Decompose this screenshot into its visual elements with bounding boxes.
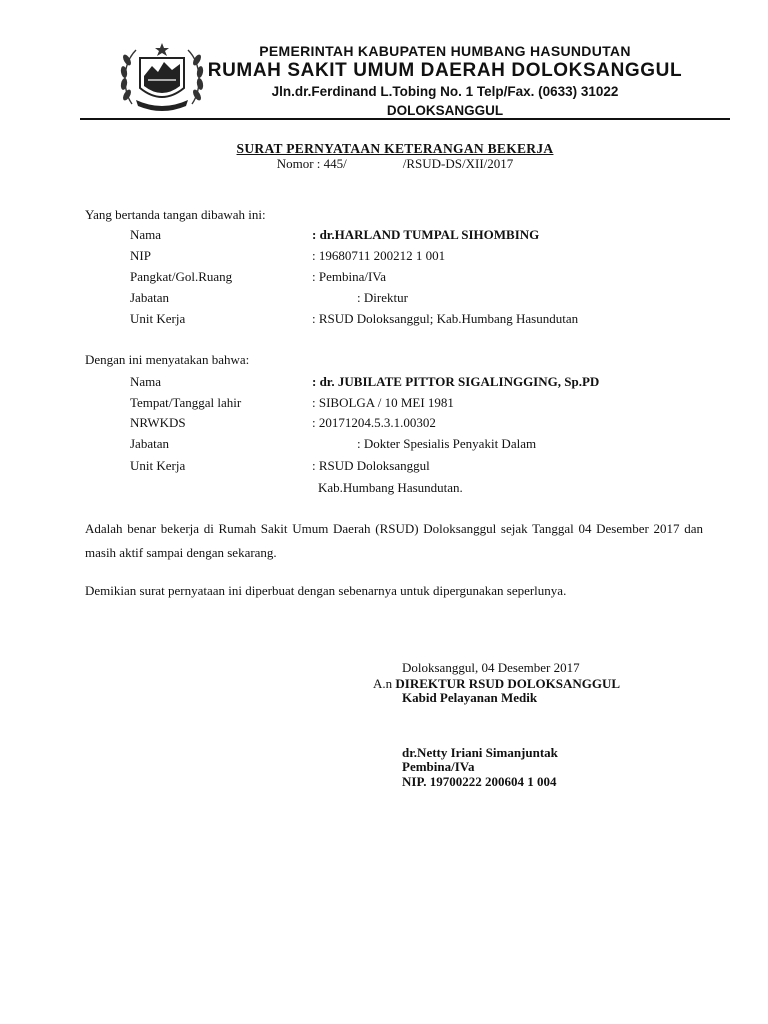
signatory-nip-value: : 19680711 200212 1 001 bbox=[312, 248, 446, 263]
employee-position-label: Jabatan bbox=[130, 436, 169, 451]
employee-unit-label: Unit Kerja bbox=[130, 458, 186, 473]
letter-number-suffix: /RSUD-DS/XII/2017 bbox=[402, 156, 514, 171]
signature-rank: Pembina/IVa bbox=[402, 759, 475, 774]
employee-birth-value: : SIBOLGA / 10 MEI 1981 bbox=[312, 395, 454, 410]
signature-nip: NIP. 19700222 200604 1 004 bbox=[402, 774, 557, 789]
signature-an-prefix: A.n bbox=[373, 676, 393, 691]
employee-name-label: Nama bbox=[130, 374, 162, 389]
signature-position: Kabid Pelayanan Medik bbox=[402, 690, 538, 705]
closing-paragraph: Demikian surat pernyataan ini diperbuat dengan sebenarnya untuk dipergunakan seperlunya. bbox=[85, 583, 567, 598]
signatory-name-label: Nama bbox=[130, 227, 162, 242]
letter-title: SURAT PERNYATAAN KETERANGAN BEKERJA bbox=[236, 141, 554, 156]
letter-number-prefix: Nomor : 445/ bbox=[276, 156, 347, 171]
employee-unit-value: : RSUD Doloksanggul bbox=[312, 458, 430, 473]
employee-name-value: : dr. JUBILATE PITTOR SIGALINGGING, Sp.PD bbox=[312, 374, 600, 389]
regency-emblem-logo bbox=[118, 40, 206, 116]
signatory-unit-value: : RSUD Doloksanggul; Kab.Humbang Hasundutan bbox=[312, 311, 579, 326]
signatory-intro: Yang bertanda tangan dibawah ini: bbox=[85, 207, 266, 222]
signatory-position-label: Jabatan bbox=[130, 290, 169, 305]
letterhead-city: DOLOKSANGGUL bbox=[386, 103, 504, 118]
letter-number bbox=[80, 156, 710, 172]
letterhead bbox=[205, 42, 685, 120]
signatory-rank-value: : Pembina/IVa bbox=[312, 269, 387, 284]
employee-nrwkds-value: : 20171204.5.3.1.00302 bbox=[312, 415, 436, 430]
employee-intro: Dengan ini menyatakan bahwa: bbox=[85, 352, 250, 367]
statement-paragraph: Adalah benar bekerja di Rumah Sakit Umum Daerah (RSUD) Doloksanggul sejak Tanggal 04 Desember 2017 dan masih aktif sampai dengan sekarang. bbox=[85, 521, 703, 560]
signature-place-date: Doloksanggul, 04 Desember 2017 bbox=[402, 660, 580, 675]
letterhead-address: Jln.dr.Ferdinand L.Tobing No. 1 Telp/Fax. (0633) 31022 bbox=[271, 84, 619, 99]
signatory-name-value: : dr.HARLAND TUMPAL SIHOMBING bbox=[312, 227, 540, 242]
signature-on-behalf-title: DIREKTUR RSUD DOLOKSANGGUL bbox=[395, 676, 621, 691]
employee-unit-value-line2: Kab.Humbang Hasundutan. bbox=[318, 480, 463, 495]
signatory-unit-label: Unit Kerja bbox=[130, 311, 186, 326]
letterhead-hospital-name: RUMAH SAKIT UMUM DAERAH DOLOKSANGGUL bbox=[207, 60, 683, 81]
employee-nrwkds-label: NRWKDS bbox=[130, 415, 186, 430]
signatory-position-value: : Direktur bbox=[357, 290, 408, 305]
signatory-nip-label: NIP bbox=[130, 248, 151, 263]
employee-position-value: : Dokter Spesialis Penyakit Dalam bbox=[357, 436, 537, 451]
signature-name: dr.Netty Iriani Simanjuntak bbox=[402, 745, 558, 760]
letterhead-government-line: PEMERINTAH KABUPATEN HUMBANG HASUNDUTAN bbox=[259, 43, 631, 59]
letterhead-divider bbox=[80, 118, 730, 120]
employee-birth-label: Tempat/Tanggal lahir bbox=[130, 395, 242, 410]
signatory-rank-label: Pangkat/Gol.Ruang bbox=[130, 269, 233, 284]
